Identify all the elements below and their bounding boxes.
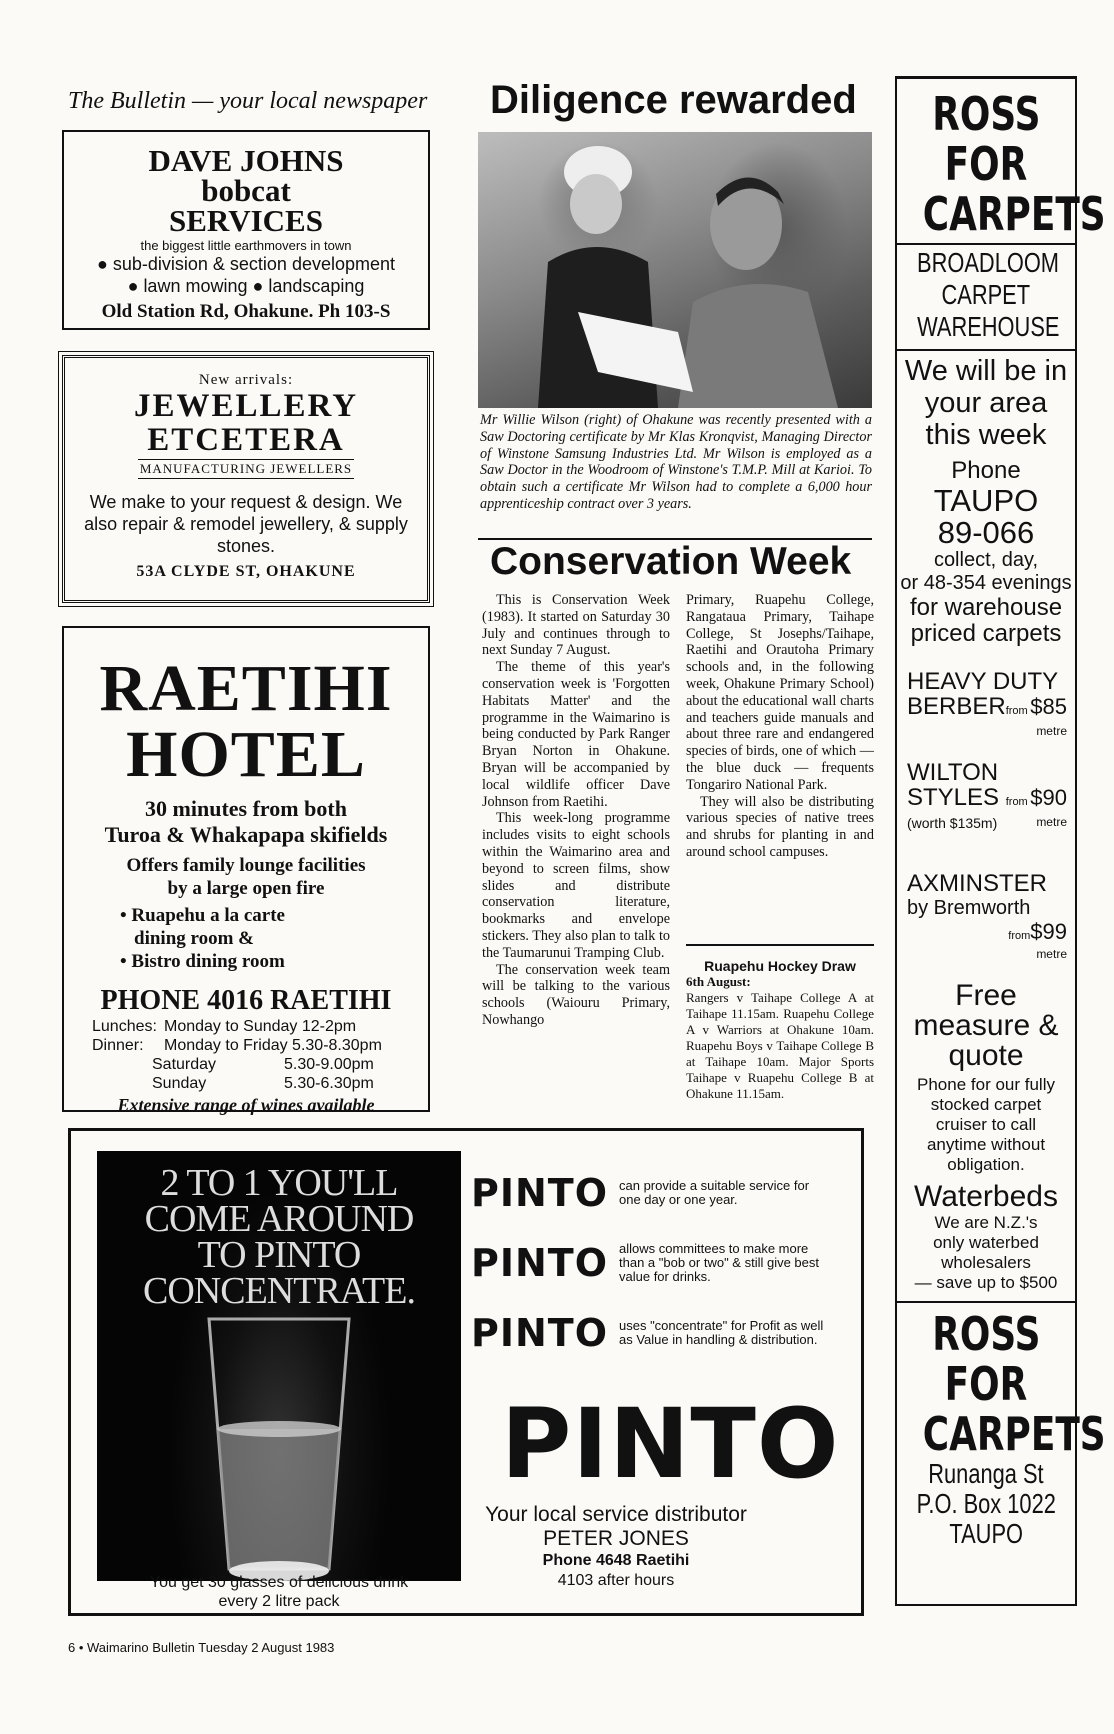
pinto-logo: PINTO <box>471 1311 609 1355</box>
dave-johns-ad <box>62 130 430 330</box>
opening-hours <box>64 1017 428 1093</box>
photo-figures <box>478 132 872 408</box>
phone-note: or 48-354 evenings <box>900 572 1072 594</box>
waterbeds-line: only waterbed <box>933 1233 1039 1252</box>
ross-title-line: ROSS <box>931 87 1041 141</box>
pinto-text: allows committees to make more than a "bob or two" & still give best value for drinks. <box>619 1241 820 1284</box>
bullet-text: landscaping <box>268 276 365 296</box>
glass-headline: TO PINTO <box>197 1234 361 1276</box>
pinto-logo-large: PINTO <box>501 1388 840 1500</box>
glass-headline: COME AROUND <box>144 1198 414 1240</box>
paragraph: This week-long programme includes visits to eight schools within the Waimarino area and beyond to screen films, show slides and distribute conservation literature, bookmarks and envelope stickers. They also plan to talk to the Taumarunui Tramping Club. <box>482 810 670 961</box>
ad-description: We make to your request & design. We also repair & remodel jewellery, & supply stones. <box>84 492 408 556</box>
list-item: • Bistro dining room <box>120 951 285 972</box>
ross-title-line: CARPETS <box>922 1407 1106 1461</box>
carpet-item <box>897 760 1075 815</box>
ad-subtitle: Turoa & Whakapapa skifields <box>104 822 388 847</box>
from-label: from <box>1005 796 1028 808</box>
distributor-name: PETER JONES <box>543 1527 689 1550</box>
hours-row <box>92 1074 428 1093</box>
carpet-style: BERBER <box>907 693 1006 720</box>
address-line: Runanga St <box>928 1458 1044 1489</box>
hours-time: Monday to Friday 5.30-8.30pm <box>164 1037 382 1054</box>
ross-title-line: CARPETS <box>922 187 1106 241</box>
ad-title-line: ETCETERA <box>147 422 345 458</box>
price-unit: metre <box>1036 947 1067 961</box>
from-label: from <box>1008 930 1031 942</box>
distributor-after-hours: 4103 after hours <box>557 1572 675 1589</box>
phone-label: Phone <box>951 457 1021 484</box>
glass-caption <box>97 1573 461 1611</box>
broadloom-line: WAREHOUSE <box>917 311 1060 342</box>
bullet-text: sub-division & section development <box>112 254 396 274</box>
list-item-text: Ruapehu a la carte <box>131 905 285 926</box>
article-headline: Conservation Week <box>490 540 852 583</box>
phone-city: TAUPO <box>933 483 1039 518</box>
hours-time: 5.30-6.30pm <box>284 1075 374 1092</box>
article-column <box>686 592 874 861</box>
from-label: from <box>1005 705 1028 717</box>
list-item <box>120 927 428 950</box>
phone-note: collect, day, <box>933 549 1039 571</box>
new-arrivals-label: New arrivals: <box>198 372 294 388</box>
pinto-row <box>471 1241 829 1285</box>
waterbeds-heading: Waterbeds <box>914 1180 1058 1213</box>
ross-footer <box>897 1301 1106 1549</box>
carpet-note-row <box>897 815 1075 831</box>
caption-line: You get 30 glasses of delicious drink <box>149 1574 409 1591</box>
paragraph: They will also be distributing various species of native trees and shrubs for planting in and around school campuses. <box>686 793 874 860</box>
article-headline: Diligence rewarded <box>490 78 857 122</box>
page-footer: 6 • Waimarino Bulletin Tuesday 2 August 1983 <box>68 1640 335 1655</box>
pinto-row <box>471 1311 829 1355</box>
bullet-text: lawn mowing <box>143 276 248 296</box>
dining-list <box>64 904 428 973</box>
carpet-name <box>907 694 1075 724</box>
warehouse-line: for warehouse <box>909 594 1063 621</box>
ross-header <box>897 79 1106 241</box>
pinto-text: uses "concentrate" for Profit as well as Value in handling & distribution. <box>619 1318 824 1347</box>
waterbeds-line: — save up to $500 <box>914 1273 1058 1292</box>
visit-line: We will be in <box>904 355 1068 387</box>
ad-offer: by a large open fire <box>167 878 325 899</box>
hours-time: Monday to Sunday 12-2pm <box>164 1018 357 1035</box>
bullet-item: ● lawn mowing ● landscaping <box>127 276 365 296</box>
carpet-price: $85 <box>1030 694 1067 719</box>
bullet-item: ● sub-division & section development <box>96 254 396 274</box>
carpet-item <box>897 871 1075 947</box>
pinto-logo: PINTO <box>471 1171 609 1215</box>
article-column <box>482 592 670 1029</box>
hours-day: Dinner: <box>92 1037 144 1054</box>
cruiser-line: Phone for our fully <box>917 1075 1055 1094</box>
ad-title-line: SERVICES <box>169 203 323 238</box>
ad-phone: PHONE 4016 RAETIHI <box>100 985 392 1016</box>
glass-icon <box>97 1309 461 1581</box>
free-measure <box>897 981 1075 1071</box>
glass-image <box>97 1151 461 1581</box>
waterbeds-line: wholesalers <box>941 1253 1031 1272</box>
hours-day: Sunday <box>152 1075 207 1092</box>
carpet-name <box>907 785 1075 815</box>
glass-headline: CONCENTRATE. <box>143 1270 415 1312</box>
free-line: Free <box>955 979 1017 1012</box>
ad-title-line: bobcat <box>201 173 291 208</box>
waterbeds-text <box>897 1213 1075 1293</box>
ad-title-line: HOTEL <box>126 718 366 791</box>
carpet-price: $99 <box>1030 919 1067 944</box>
hours-day: Saturday <box>152 1056 217 1073</box>
carpet-style: by Bremworth <box>907 897 1031 919</box>
carpet-item <box>897 669 1075 724</box>
ad-title-line: DAVE JOHNS <box>148 143 344 178</box>
ad-subtitle: 30 minutes from both <box>145 796 347 821</box>
news-photo <box>478 132 872 408</box>
ross-carpets-ad <box>895 76 1106 1606</box>
pinto-row <box>471 1171 829 1215</box>
carpet-note: (worth $135m) <box>907 815 998 831</box>
hockey-fixtures: Rangers v Taihape College A at Taihape 11.15am. Ruapehu College A v Warriors at Ohakune 10am. Ruapehu Boys v Taihape College B at Taihape 10am. Major Sports Taihape v Ruapehu College B at Ohakune 11.15am. <box>686 990 874 1101</box>
jewellery-ad <box>62 355 430 603</box>
ross-title-line: FOR <box>944 137 1028 191</box>
masthead-tagline: The Bulletin — your local newspaper <box>68 88 428 114</box>
carpet-name: WILTON <box>907 759 999 786</box>
distributor-label: Your local service distributor <box>485 1503 747 1526</box>
ross-title-line: ROSS <box>931 1307 1041 1361</box>
carpet-name: AXMINSTER <box>907 870 1048 897</box>
list-item: • Ruapehu a la carte <box>120 905 285 926</box>
hours-row <box>92 1036 428 1055</box>
hours-row <box>92 1055 428 1074</box>
photo-caption: Mr Willie Wilson (right) of Ohakune was recently presented with a Saw Doctoring certificate by Mr Klas Kronqvist, Managing Director of Winstone Samsung Industries Ltd. Mr Wilson is employed as a Saw Doctor in the Woodroom of Winstone's T.M.P. Mill at Karioi. To obtain such a certificate Mr Wilson had to complete a 6,000 hour apprenticeship contract over 3 years. <box>480 412 872 512</box>
carpet-price: $90 <box>1030 785 1067 810</box>
broadloom-block <box>897 243 1075 343</box>
cruiser-line: stocked carpet <box>930 1095 1042 1114</box>
distributor-phone: Phone 4648 Raetihi <box>542 1552 690 1569</box>
pinto-text: can provide a suitable service for one day or one year. <box>619 1178 810 1207</box>
pinto-ad <box>68 1128 864 1616</box>
hockey-title: Ruapehu Hockey Draw <box>704 958 856 974</box>
broadloom-line: CARPET <box>941 279 1031 310</box>
hours-row <box>92 1017 428 1036</box>
ad-offer: Offers family lounge facilities <box>126 855 366 876</box>
price-unit: metre <box>1036 815 1067 829</box>
cruiser-line: obligation. <box>947 1155 1025 1174</box>
free-line: quote <box>948 1039 1024 1072</box>
paragraph: Primary, Ruapehu College, Rangataua Primary, Taihape College, St Josephs/Taihape, Raetihi and Orautoha Primary schools and, in the following week, Ohakune Primary School) about the educational wall charts and teachers guide manuals and about three rare and endangered species of birds, one of which — the blue duck — frequents Tongariro National Park. <box>686 592 874 793</box>
visit-line: your area <box>924 387 1048 419</box>
visit-line: this week <box>925 419 1047 451</box>
ad-footnote: Extensive range of wines available <box>117 1095 375 1115</box>
list-item-text: dining room & <box>134 928 255 949</box>
address-line: P.O. Box 1022 <box>916 1488 1056 1519</box>
free-line: measure & <box>913 1009 1059 1042</box>
ad-title-line: JEWELLERY <box>133 388 359 424</box>
ad-address: 53A CLYDE ST, OHAKUNE <box>136 563 356 580</box>
visit-block <box>897 349 1075 451</box>
glass-headline: 2 TO 1 YOU'LL <box>160 1162 398 1204</box>
hockey-date: 6th August: <box>686 974 751 989</box>
cruiser-line: anytime without <box>926 1135 1046 1154</box>
ross-title-line: FOR <box>944 1357 1028 1411</box>
cruiser-text <box>897 1075 1075 1175</box>
raetihi-hotel-ad <box>62 626 430 1115</box>
paragraph: This is Conservation Week (1983). It started on Saturday 30 July and continues through to next Sunday 7 August. <box>482 592 670 659</box>
phone-number: 89-066 <box>937 515 1035 550</box>
ad-title-line: RAETIHI <box>99 652 393 725</box>
waterbeds-line: We are N.Z.'s <box>934 1213 1038 1232</box>
paragraph: The theme of this year's conservation week is 'Forgotten Habitats Matter' and the programme in the Waimarino is being conducted by Park Ranger Bryan Norton in Ohakune. Bryan will be accompanied by local wildlife officer Dave Johnson from Raetihi. <box>482 659 670 810</box>
hours-time: 5.30-9.00pm <box>284 1056 374 1073</box>
list-item-text: Bistro dining room <box>131 951 285 972</box>
carpet-name <box>907 896 1075 921</box>
caption-line: every 2 litre pack <box>218 1593 340 1610</box>
carpet-price-row <box>907 921 1075 947</box>
warehouse-line: priced carpets <box>910 620 1062 647</box>
ad-subtitle: MANUFACTURING JEWELLERS <box>138 459 354 479</box>
paragraph: The conservation week team will be talking to the various schools (Waiouru Primary, Nowhango <box>482 961 670 1028</box>
price-unit: metre <box>1036 724 1067 738</box>
hours-day: Lunches: <box>92 1018 157 1035</box>
carpet-name: HEAVY DUTY <box>907 668 1059 695</box>
address-line: TAUPO <box>949 1518 1023 1549</box>
carpet-style: STYLES <box>907 784 1000 811</box>
broadloom-line: BROADLOOM <box>917 247 1060 278</box>
cruiser-line: cruiser to call <box>935 1115 1037 1134</box>
pinto-logo: PINTO <box>471 1241 609 1285</box>
ad-address: Old Station Rd, Ohakune. Ph 103-S <box>101 301 391 322</box>
hockey-draw <box>686 944 874 1102</box>
distributor-info <box>451 1503 781 1591</box>
ad-tagline: the biggest little earthmovers in town <box>140 238 352 253</box>
